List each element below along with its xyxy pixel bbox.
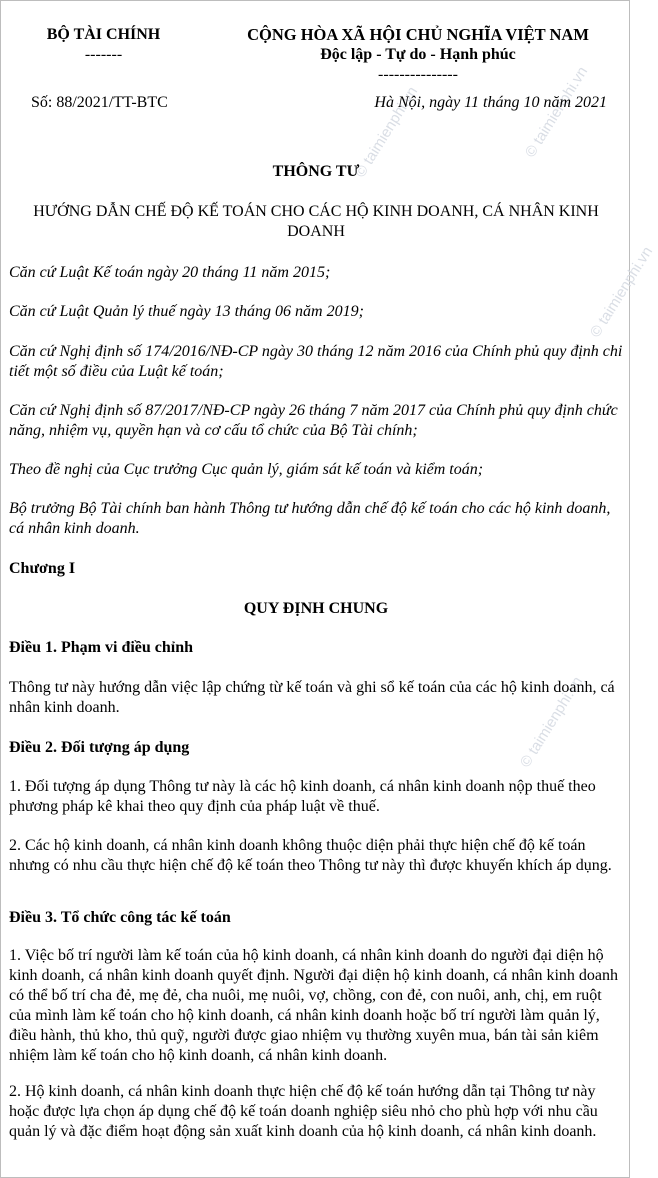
article-heading: Điều 2. Đối tượng áp dụng <box>9 739 190 756</box>
chapter-title: QUY ĐỊNH CHUNG <box>243 600 389 617</box>
motto-divider: --------------- <box>378 66 458 83</box>
article-paragraph: 2. Các hộ kinh doanh, cá nhân kinh doanh không thuộc diện phải thực hiện chế độ kế toán nhưng có nhu cầu thực hiện chế độ kế toán theo Thông tư này thì được khuyến khích áp dụng. <box>9 837 612 874</box>
watermark: © taimienphi.vn <box>351 83 422 181</box>
article-paragraph: 1. Đối tượng áp dụng Thông tư này là các hộ kinh doanh, cá nhân kinh doanh nộp thuế theo phương pháp kê khai theo quy định của pháp luật về thuế. <box>9 778 596 815</box>
preamble-line: Theo đề nghị của Cục trưởng Cục quản lý, giám sát kế toán và kiểm toán; <box>9 461 484 478</box>
watermark: © taimienphi.vn <box>586 243 657 341</box>
article-heading: Điều 3. Tổ chức công tác kế toán <box>9 909 231 926</box>
chapter-label: Chương I <box>9 560 76 577</box>
article-paragraph: Thông tư này hướng dẫn việc lập chứng từ kế toán và ghi sổ kế toán của các hộ kinh doanh, cá nhân kinh doanh. <box>9 679 615 716</box>
national-motto: Độc lập - Tự do - Hạnh phúc <box>320 46 516 63</box>
preamble-line: Căn cứ Luật Quản lý thuế ngày 13 tháng 06 năm 2019; <box>9 303 364 320</box>
ministry-name: BỘ TÀI CHÍNH <box>46 26 161 43</box>
nation-name: CỘNG HÒA XÃ HỘI CHỦ NGHĨA VIỆT NAM <box>247 25 589 44</box>
document-subtitle: HƯỚNG DẪN CHẾ ĐỘ KẾ TOÁN CHO CÁC HỘ KINH DOANH, CÁ NHÂN KINH DOANH <box>33 203 599 240</box>
preamble-line: Bộ trưởng Bộ Tài chính ban hành Thông tư hướng dẫn chế độ kế toán cho các hộ kinh doanh, cá nhân kinh doanh. <box>9 500 611 537</box>
article-heading: Điều 1. Phạm vi điều chỉnh <box>9 639 194 656</box>
article-paragraph: 2. Hộ kinh doanh, cá nhân kinh doanh thực hiện chế độ kế toán hướng dẫn tại Thông tư này hoặc được lựa chọn áp dụng chế độ kế toán doanh nghiệp siêu nhỏ cho phù hợp với nhu cầu quản lý và đặc điểm hoạt động sản xuất kinh doanh của hộ kinh doanh, cá nhân kinh doanh. <box>9 1083 598 1140</box>
document-title: THÔNG TƯ <box>272 163 360 180</box>
document-number: Số: 88/2021/TT-BTC <box>31 94 168 111</box>
article-paragraph: 1. Việc bố trí người làm kế toán của hộ kinh doanh, cá nhân kinh doanh do người đại diện hộ kinh doanh, cá nhân kinh doanh quyết định. Người đại diện hộ kinh doanh, cá nhân kinh doanh có thể bố trí cha đẻ, mẹ đẻ, cha nuôi, mẹ nuôi, vợ, chồng, con đẻ, con nuôi, anh, chị, em ruột của mình làm kế toán cho hộ kinh doanh, cá nhân kinh doanh hoặc bố trí người làm quản lý, điều hành, thủ kho, thủ quỹ, người được giao nhiệm vụ thường xuyên mua, bán tài sản kiêm nhiệm làm kế toán cho hộ kinh doanh, cá nhân kinh doanh. <box>9 947 619 1064</box>
place-and-date: Hà Nội, ngày 11 tháng 10 năm 2021 <box>374 94 607 111</box>
watermark: © taimienphi.vn <box>516 673 587 771</box>
preamble-line: Căn cứ Nghị định số 87/2017/NĐ-CP ngày 26 tháng 7 năm 2017 của Chính phủ quy định chức năng, nhiệm vụ, quyền hạn và cơ cấu tổ chức của Bộ Tài chính; <box>9 402 618 439</box>
watermark: © taimienphi.vn <box>521 63 592 161</box>
ministry-divider: ------- <box>84 46 123 63</box>
preamble-line: Căn cứ Nghị định số 174/2016/NĐ-CP ngày 30 tháng 12 năm 2016 của Chính phủ quy định chi tiết một số điều của Luật kế toán; <box>9 343 623 380</box>
preamble-line: Căn cứ Luật Kế toán ngày 20 tháng 11 năm 2015; <box>9 264 331 281</box>
